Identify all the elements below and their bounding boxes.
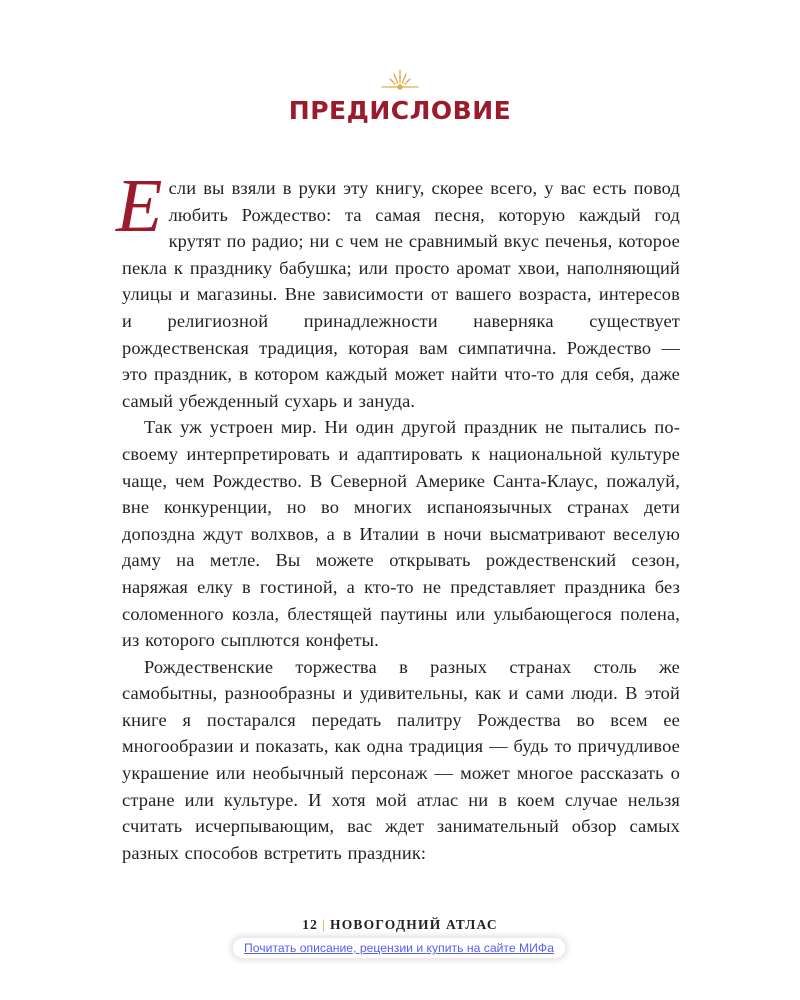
page-number: 12 — [302, 917, 319, 932]
paragraph-3: Рождественские торжества в разных странах столь же самобытны, разнообразны и удивительны, как и сами люди. В этой книге я постарался передать палитру Рождества во всем ее многообразии и показать, как одна традиция — будь то причудливое украшение или необычный персонаж — может многое рассказать о стране или культуре. И хотя мой атлас ни в коем случае нельзя считать исчерпывающим, вас ждет занимательный обзор самых разных способов встретить праздник: — [122, 656, 680, 863]
paragraph-2: Так уж устроен мир. Ни один другой праздник не пытались по-своему интерпретировать и адаптировать к национальной культуре чаще, чем Рождество. В Северной Америке Санта-Клаус, пожалуй, вне конкуренции, но во многих испаноязычных странах дети допоздна ждут волхвов, а в Италии в ночи высматривают веселую даму на метле. Вы можете открывать рождественский сезон, наряжая елку в гостиной, а кто-то не представляет праздника без соломенного козла, блестящей паутины или улыбающегося полена, из которого сыплются конфеты. — [122, 417, 680, 651]
page-title: ПРЕДИСЛОВИЕ — [288, 96, 512, 125]
paragraph-1 — [116, 164, 680, 414]
preface-body — [116, 164, 680, 866]
drop-cap: Е — [116, 164, 163, 248]
book-title: НОВОГОДНИЙ АТЛАС — [330, 917, 498, 932]
promo-banner — [233, 938, 565, 958]
sunburst-ornament-icon — [380, 66, 420, 94]
footer-separator: | — [322, 917, 327, 932]
paragraph-1-text: сли вы взяли в руки эту книгу, скорее всего, у вас есть повод любить Рождество: та самая песня, которую каждый год крутят по радио; ни с чем не сравнимый вкус печенья, которое пекла к празднику бабушка; или просто аромат хвои, наполняющий улицы и магазины. Вне зависимости от вашего возраста, интересов и религиозной принадлежности наверняка существует рождественская традиция, которая вам симпатична. Рождество — это праздник, в котором каждый может найти что-то для себя, даже самый убежденный сухарь и зануда. — [122, 178, 680, 411]
running-footer — [0, 917, 800, 933]
promo-link[interactable]: Почитать описание, рецензии и купить на сайте МИФа — [244, 941, 554, 955]
